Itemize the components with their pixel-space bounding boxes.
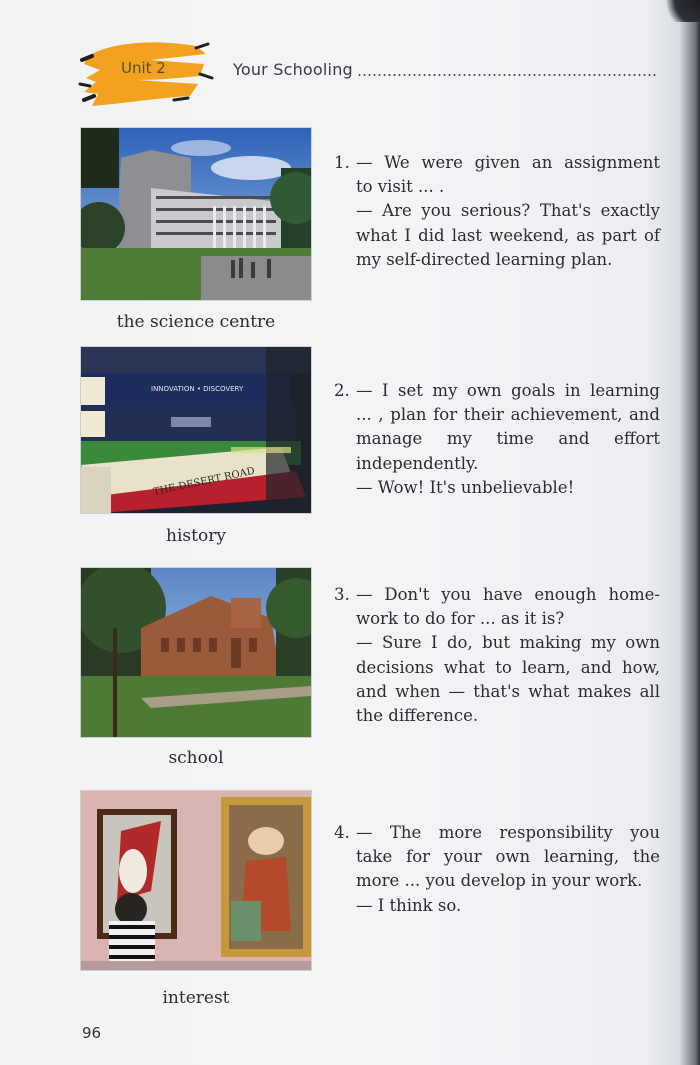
page-number: 96 (82, 1024, 102, 1042)
science-centre-photo (81, 128, 311, 300)
item-first-line: — Don't you have enough home- (356, 585, 660, 604)
item-first-line: — I set my own goals in learning (356, 381, 660, 400)
dialogue-item-3 (334, 583, 660, 728)
item-first-line: — The more responsibility you (356, 823, 660, 842)
dialogue-item-2 (334, 379, 660, 500)
dialogue-item-4 (334, 821, 660, 918)
item-reply: — Sure I do, but making my own decisions what to learn, and how, and when — that's what makes all the difference. (356, 633, 660, 726)
item-first-line: — We were given an assignment (356, 153, 660, 172)
gallery-photo (81, 791, 311, 970)
item-continuation: take for your own learning, the more ... you develop in your work. (356, 847, 660, 891)
book-spine-text-2: THE DESERT ROAD (152, 465, 256, 499)
dialogue-item-1 (334, 151, 660, 272)
item-number: 2. (334, 381, 350, 400)
page-title: Your Schooling (233, 60, 353, 79)
item-reply: — Are you serious? That's exactly what I did last weekend, as part of my self-directed learning plan. (356, 201, 660, 269)
caption-science-centre: the science centre (116, 312, 276, 332)
item-continuation: work to do for ... as it is? (356, 609, 565, 629)
header-dotted-leader (357, 74, 657, 76)
caption-school: school (168, 748, 224, 768)
item-continuation: to visit ... . (356, 177, 445, 197)
unit-label: Unit 2 (121, 59, 166, 77)
caption-interest: interest (162, 988, 230, 1008)
caption-history: history (166, 526, 226, 546)
item-reply: — Wow! It's unbelievable! (356, 477, 575, 497)
history-books-photo (81, 347, 311, 513)
page-corner-shadow (660, 0, 700, 22)
school-photo (81, 568, 311, 737)
item-number: 3. (334, 585, 350, 604)
item-continuation: ... , plan for their achievement, and manage my time and effort independently. (356, 405, 660, 473)
item-number: 4. (334, 823, 350, 842)
item-number: 1. (334, 153, 350, 172)
item-reply: — I think so. (356, 895, 462, 915)
book-spine-text-1: INNOVATION • DISCOVERY (151, 385, 244, 393)
